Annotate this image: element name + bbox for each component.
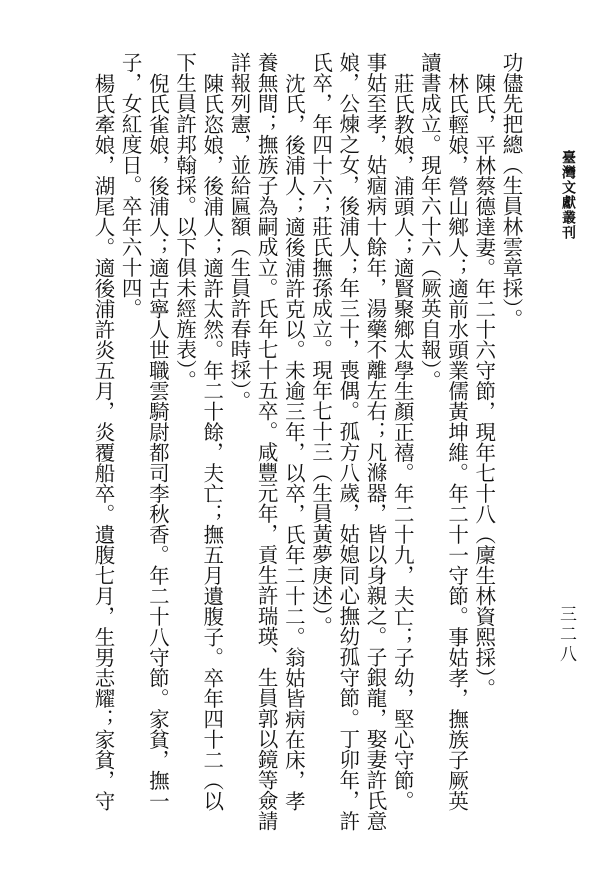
text-column: 養無間；撫族子為嗣成立。氏年七十五卒。咸豐元年，貢生許瑞瑛、生員郭以鏡等僉請 <box>254 52 279 831</box>
text-column: 氏卒，年四十六；莊氏撫孫成立。現年七十三（生員黃夢庚述）。 <box>308 52 333 637</box>
text-column: 倪氏雀娘，後浦人；適古寧人世職雲騎尉都司李秋香。年二十八守節。家貧，撫一 <box>145 72 170 811</box>
text-column: 娘，公煉之女，後浦人；年三十，喪偶。孤方八歲，姑媳同心撫幼孤守節。丁卯年，許 <box>335 52 360 831</box>
text-column: 陳氏，平林蔡德達妻。年二十六守節，現年七十八（廩生林資熙採）。 <box>471 72 496 698</box>
text-column: 沈氏，後浦人；適後浦許克以。未逾三年，以卒，氏年二十二。翁姑皆病在床，孝 <box>281 72 306 811</box>
text-column: 陳氏恣娘，後浦人；適許太然。年二十餘，夫亡；撫五月遺腹子。卒年四十二（以 <box>199 72 224 811</box>
text-column: 詳報列憲，並給匾額（生員許春時採）。 <box>226 52 251 411</box>
text-column: 功儘先把總（生員林雲章採）。 <box>499 52 523 329</box>
text-column: 讀書成立。現年六十六（厥英自報）。 <box>417 52 442 391</box>
text-column: 子，女紅度日。卒年六十四。 <box>118 52 143 319</box>
body-text <box>34 52 524 832</box>
page-number: 三二八 <box>556 605 576 665</box>
text-column: 下生員許邦翰採。以下俱未經旌表）。 <box>172 52 197 391</box>
text-column: 莊氏教娘，浦頭人；適賢聚鄉太學生顏正禧。年二十九，夫亡；子幼，堅心守節。 <box>390 72 415 811</box>
series-title: 臺灣文獻叢刊 <box>560 150 576 240</box>
text-column: 事姑至孝，姑痼病十餘年，湯藥不離左右；凡滌器，皆以身親之。子銀龍，娶妻許氏意 <box>362 52 387 831</box>
text-column: 林氏輕娘，營山鄉人；適前水頭業儒黃坤維。年二十一守節。事姑孝，撫族子厥英 <box>444 72 469 811</box>
text-column: 楊氏牽娘，湖尾人。適後浦許炎五月，炎覆船卒。遺腹七月，生男志耀；家貧，守 <box>90 72 115 811</box>
